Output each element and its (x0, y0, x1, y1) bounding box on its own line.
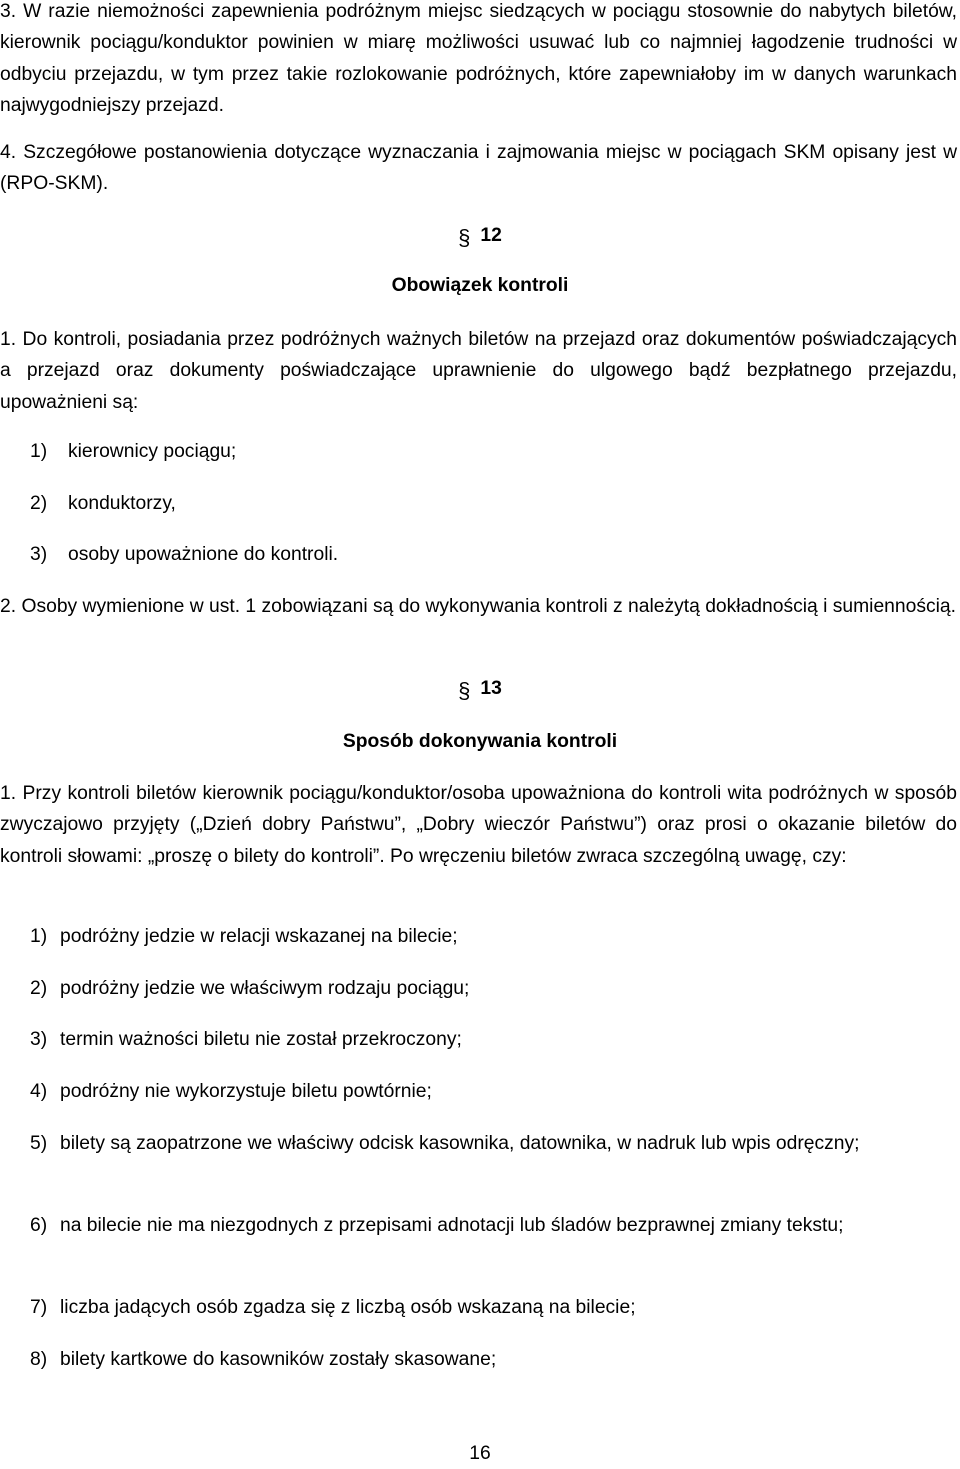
list-item-text: podróżny jedzie w relacji wskazanej na bilecie; (60, 926, 458, 947)
list-item-label: 1) (30, 441, 48, 462)
list-item-label: 3) (30, 1029, 48, 1050)
list-item (30, 539, 930, 571)
paragraph-text: Szczegółowe postanowienia dotyczące wyznaczania i zajmowania miejsc w pociągach SKM opisany jest w (RPO-SKM). (0, 142, 958, 195)
section-symbol: § (458, 225, 471, 250)
list-item-text: bilety są zaopatrzone we właściwy odcisk kasownika, datownika, w nadruk lub wpis odręczny; (60, 1133, 860, 1154)
section-number: 12 (480, 225, 502, 246)
section-12-paragraph-1 (0, 324, 957, 418)
paragraph-number: 4. (0, 142, 17, 163)
list-item (30, 1024, 957, 1056)
list-item-text: kierownicy pociągu; (68, 441, 237, 462)
list-item-text: osoby upoważnione do kontroli. (68, 544, 339, 565)
list-item-label: 5) (30, 1133, 48, 1154)
list-item (30, 973, 957, 1005)
list-item (30, 1344, 957, 1376)
list-item-label: 2) (30, 493, 48, 514)
section-number: 13 (480, 678, 502, 699)
paragraph-text: Do kontroli, posiadania przez podróżnych ważnych biletów na przejazd oraz dokumentów poświadczających a przejazd oraz dokumenty poświadczające uprawnienie do ulgowego bądź bezpłatnego przejazdu, upoważnieni są: (0, 329, 957, 413)
list-item-text: termin ważności biletu nie został przekroczony; (60, 1029, 462, 1050)
section-13-paragraph-1 (0, 778, 957, 872)
section-12-title: Obowiązek kontroli (391, 275, 569, 296)
paragraph-number: 2. (0, 596, 17, 617)
section-13-title: Sposób dokonywania kontroli (342, 731, 618, 752)
paragraph-4 (0, 137, 957, 200)
paragraph-number: 1. (0, 329, 17, 350)
list-item (30, 1210, 957, 1274)
list-item (30, 488, 930, 520)
list-item (30, 921, 957, 953)
section-symbol: § (458, 678, 471, 703)
list-item-label: 3) (30, 544, 48, 565)
list-item-text: na bilecie nie ma niezgodnych z przepisami adnotacji lub śladów bezprawnej zmiany tekstu; (60, 1215, 844, 1236)
section-13-number (0, 673, 960, 706)
list-item (30, 1128, 957, 1192)
paragraph-number: 3. (0, 1, 17, 22)
list-item (30, 1076, 957, 1108)
paragraph-3 (0, 0, 957, 121)
list-item-label: 1) (30, 926, 48, 947)
list-item (30, 1292, 957, 1324)
list-item-label: 7) (30, 1297, 48, 1318)
list-item-text: konduktorzy, (68, 493, 176, 514)
list-item-text: bilety kartkowe do kasowników zostały skasowane; (60, 1349, 497, 1370)
section-12-number (0, 220, 960, 253)
list-item-text: podróżny jedzie we właściwym rodzaju pociągu; (60, 978, 470, 999)
list-item-text: liczba jadących osób zgadza się z liczbą osób wskazaną na bilecie; (60, 1297, 636, 1318)
list-item (30, 436, 930, 468)
list-item-label: 6) (30, 1215, 48, 1236)
list-item-label: 2) (30, 978, 48, 999)
list-item-label: 4) (30, 1081, 48, 1102)
list-item-text: podróżny nie wykorzystuje biletu powtórnie; (60, 1081, 432, 1102)
paragraph-text: Przy kontroli biletów kierownik pociągu/konduktor/osoba upoważniona do kontroli wita podróżnych w sposób zwyczajowo przyjęty („Dzień dobry Państwu”, „Dobry wieczór Państwu”) oraz prosi o okazanie biletów do kontroli słowami: „proszę o bilety do kontroli”. Po wręczeniu biletów zwraca szczególną uwagę, czy: (0, 783, 957, 867)
paragraph-text: W razie niemożności zapewnienia podróżnym miejsc siedzących w pociągu stosownie do nabytych biletów, kierownik pociągu/konduktor powinien w miarę możliwości usuwać lub co najmniej łagodzenie trudności w odbyciu przejazdu, w tym przez takie rozlokowanie podróżnych, które zapewniałoby im w danych warunkach najwygodniejszy przejazd. (0, 1, 958, 116)
paragraph-number: 1. (0, 783, 17, 804)
list-item-label: 8) (30, 1349, 48, 1370)
page-number: 16 (469, 1443, 491, 1464)
paragraph-text: Osoby wymienione w ust. 1 zobowiązani są do wykonywania kontroli z należytą dokładnością i sumiennością. (21, 596, 957, 617)
section-12-paragraph-2 (0, 591, 957, 622)
